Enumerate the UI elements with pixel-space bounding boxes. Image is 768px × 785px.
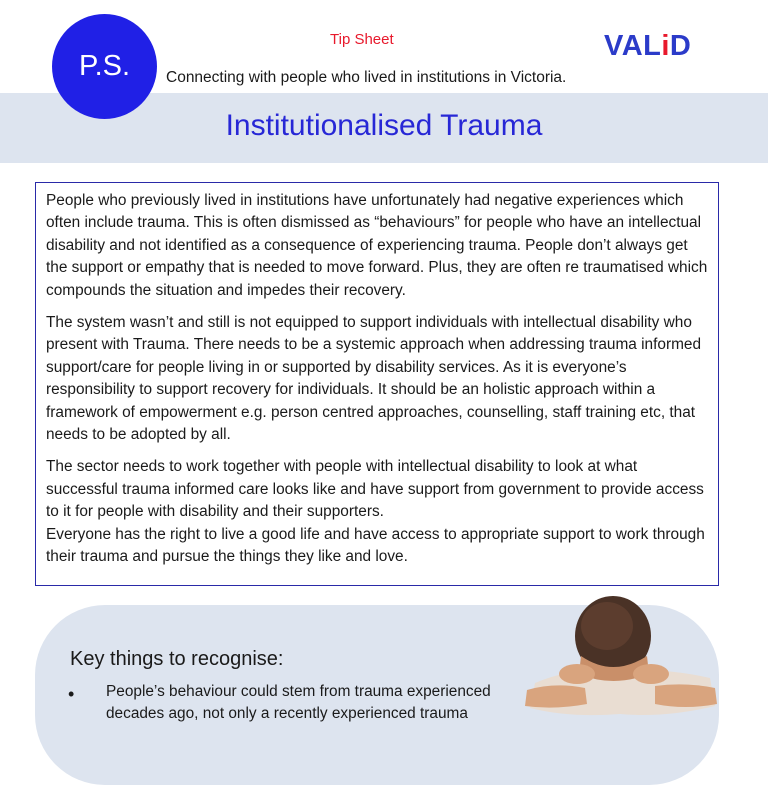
paragraph-3: The sector needs to work together with people with intellectual disability to look at what successful trauma informed care looks like and have support from government to provide access to it for people with disability and their supporters. — [46, 458, 704, 521]
ps-badge: P.S. — [52, 14, 157, 119]
bullet-icon: • — [68, 684, 75, 704]
tip-sheet-label: Tip Sheet — [330, 31, 394, 48]
paragraph-1: People who previously lived in institutions have unfortunately had negative experiences which often include trauma. This is often dismissed as “behaviours” for people who have an intellectual disability and not identified as a consequence of experiencing trauma. People don’t always get the support or empathy that is needed to move forward. Plus, they are often re traumatised which compounds the situation and impedes their recovery. — [46, 192, 708, 299]
distressed-person-image — [515, 578, 725, 728]
body-text-box — [35, 182, 719, 586]
logo-prefix: VAL — [604, 30, 662, 62]
page-title: Institutionalised Trauma — [225, 109, 543, 142]
key-things-heading: Key things to recognise: — [70, 648, 284, 670]
key-item-1: People’s behaviour could stem from trauma experienced decades ago, not only a recently experienced trauma — [106, 683, 491, 722]
valid-logo — [604, 30, 691, 63]
paragraph-2: The system wasn’t and still is not equipped to support individuals with intellectual disability who present with Trauma. There needs to be a systemic approach when addressing trauma informed support/care for people living in or supported by disability services. As it is everyone’s responsibility to support recovery for individuals. It should be an holistic approach within a framework of empowerment e.g. person centred approaches, counselling, staff training etc, that needs to be adopted by all. — [46, 314, 702, 444]
logo-suffix: D — [669, 30, 692, 62]
page-subtitle: Connecting with people who lived in institutions in Victoria. — [166, 69, 567, 86]
paragraph-4: Everyone has the right to live a good life and have access to appropriate support to work through their trauma and pursue the things they like and love. — [46, 525, 705, 566]
logo-i: i — [661, 30, 670, 62]
